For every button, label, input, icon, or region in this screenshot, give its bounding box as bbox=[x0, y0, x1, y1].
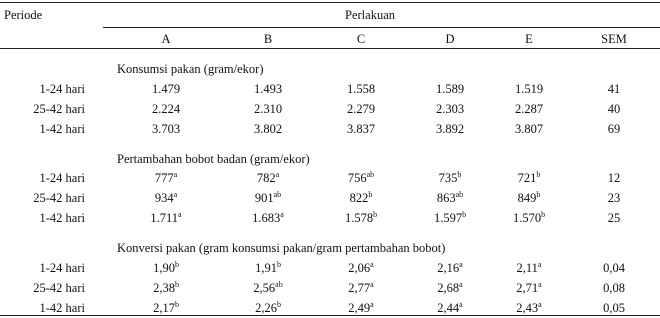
value-cell bbox=[347, 82, 375, 96]
cell-value: 2.303 bbox=[435, 102, 465, 116]
cell-value: 2,44 bbox=[437, 301, 460, 315]
significance-letter: a bbox=[178, 210, 182, 219]
significance-letter: a bbox=[370, 260, 374, 269]
significance-letter: ab bbox=[273, 190, 282, 199]
value-cell bbox=[434, 211, 466, 225]
column-header-b: B bbox=[263, 32, 273, 46]
cell-value: 863 bbox=[436, 191, 456, 205]
value-cell bbox=[253, 281, 282, 295]
cell-value: 1.558 bbox=[346, 82, 376, 96]
significance-letter: ab bbox=[455, 190, 464, 199]
value-cell bbox=[152, 82, 180, 96]
cell-value: 849 bbox=[517, 191, 537, 205]
value-cell bbox=[348, 261, 373, 275]
value-cell bbox=[255, 301, 281, 315]
period-label: 25-42 hari bbox=[33, 281, 85, 295]
significance-letter: ab bbox=[275, 280, 283, 289]
value-cell bbox=[437, 281, 462, 295]
value-cell bbox=[153, 261, 179, 275]
significance-letter: a bbox=[173, 170, 178, 179]
value-cell bbox=[348, 171, 374, 185]
significance-letter: b bbox=[276, 260, 281, 269]
table-bottom-rule bbox=[0, 315, 660, 316]
significance-letter: b bbox=[536, 170, 541, 179]
value-cell bbox=[150, 211, 181, 225]
value-cell bbox=[518, 191, 541, 205]
value-cell bbox=[152, 102, 180, 116]
significance-letter: b bbox=[373, 210, 378, 219]
cell-value: 1,90 bbox=[153, 261, 175, 275]
cell-value: 3.807 bbox=[514, 122, 544, 136]
column-header-sem: SEM bbox=[601, 32, 627, 46]
cell-value: 1.683 bbox=[252, 211, 281, 225]
cell-value: 2,38 bbox=[153, 281, 175, 295]
sem-cell: 0,05 bbox=[603, 301, 625, 315]
cell-value: 1.570 bbox=[512, 211, 542, 225]
sem-cell: 41 bbox=[607, 82, 621, 96]
cell-value: 2.287 bbox=[514, 102, 544, 116]
section-title: Konsumsi pakan (gram/ekor) bbox=[117, 62, 264, 76]
significance-letter: b bbox=[462, 210, 467, 219]
table-columns-rule bbox=[0, 48, 660, 49]
significance-letter: b bbox=[276, 300, 281, 309]
value-cell bbox=[513, 211, 545, 225]
cell-value: 2,71 bbox=[516, 281, 539, 295]
cell-value: 782 bbox=[256, 171, 276, 185]
significance-letter: b bbox=[174, 280, 179, 289]
period-label: 1-24 hari bbox=[39, 171, 85, 185]
sem-cell: 0,04 bbox=[603, 261, 625, 275]
significance-letter: a bbox=[538, 300, 542, 309]
sem-cell: 40 bbox=[607, 102, 621, 116]
significance-letter: b bbox=[541, 210, 546, 219]
cell-value: 2,16 bbox=[437, 261, 460, 275]
period-label: 1-42 hari bbox=[39, 301, 85, 315]
value-cell bbox=[153, 301, 179, 315]
cell-value: 2.310 bbox=[253, 102, 283, 116]
value-cell bbox=[345, 211, 377, 225]
value-cell bbox=[155, 171, 177, 185]
cell-value: 2,06 bbox=[348, 261, 371, 275]
cell-value: 3.892 bbox=[435, 122, 465, 136]
cell-value: 2,17 bbox=[153, 301, 175, 315]
significance-letter: a bbox=[459, 260, 463, 269]
period-label: 1-24 hari bbox=[39, 261, 85, 275]
significance-letter: a bbox=[370, 300, 374, 309]
significance-letter: a bbox=[370, 280, 374, 289]
column-header-e: E bbox=[525, 32, 533, 46]
significance-letter: a bbox=[173, 190, 178, 199]
significance-letter: b bbox=[174, 300, 179, 309]
column-header-c: C bbox=[356, 32, 366, 46]
cell-value: 1.589 bbox=[435, 82, 465, 96]
value-cell bbox=[515, 122, 543, 136]
cell-value: 901 bbox=[254, 191, 274, 205]
value-cell bbox=[255, 261, 281, 275]
period-label: 1-24 hari bbox=[39, 82, 85, 96]
value-cell bbox=[255, 191, 281, 205]
significance-letter: a bbox=[459, 280, 463, 289]
value-cell bbox=[348, 281, 373, 295]
value-cell bbox=[515, 102, 543, 116]
cell-value: 1.578 bbox=[344, 211, 374, 225]
value-cell bbox=[518, 171, 541, 185]
sem-cell: 0,08 bbox=[603, 281, 625, 295]
significance-letter: a bbox=[459, 300, 463, 309]
cell-value: 1.597 bbox=[433, 211, 463, 225]
cell-value: 777 bbox=[154, 171, 174, 185]
value-cell bbox=[437, 261, 462, 275]
significance-letter: a bbox=[537, 260, 542, 269]
significance-letter: ab bbox=[366, 170, 375, 179]
column-header-d: D bbox=[445, 32, 455, 46]
significance-letter: b bbox=[368, 190, 373, 199]
table-top-rule bbox=[0, 2, 660, 3]
value-cell bbox=[254, 102, 282, 116]
value-cell bbox=[348, 301, 373, 315]
cell-value: 2,43 bbox=[516, 301, 539, 315]
cell-value: 2,26 bbox=[255, 301, 277, 315]
cell-value: 934 bbox=[154, 191, 174, 205]
period-label: 1-42 hari bbox=[39, 211, 85, 225]
perlakuan-header: Perlakuan bbox=[345, 8, 395, 22]
cell-value: 1.519 bbox=[514, 82, 544, 96]
significance-letter: a bbox=[538, 280, 542, 289]
cell-value: 2.279 bbox=[346, 102, 376, 116]
cell-value: 1,91 bbox=[255, 261, 277, 275]
significance-letter: b bbox=[536, 190, 541, 199]
table-header-rule bbox=[103, 27, 660, 28]
value-cell bbox=[436, 82, 464, 96]
cell-value: 721 bbox=[517, 171, 537, 185]
value-cell bbox=[517, 261, 542, 275]
periode-header: Periode bbox=[4, 8, 43, 22]
section-title: Konversi pakan (gram konsumsi pakan/gram pertambahan bobot) bbox=[117, 241, 446, 255]
value-cell bbox=[257, 171, 279, 185]
value-cell bbox=[254, 122, 282, 136]
value-cell bbox=[347, 102, 375, 116]
cell-value: 2,68 bbox=[437, 281, 460, 295]
value-cell bbox=[155, 191, 177, 205]
value-cell bbox=[152, 122, 180, 136]
value-cell bbox=[436, 122, 464, 136]
value-cell bbox=[350, 191, 373, 205]
cell-value: 1.479 bbox=[151, 82, 181, 96]
value-cell bbox=[254, 82, 282, 96]
cell-value: 2.224 bbox=[151, 102, 181, 116]
value-cell bbox=[347, 122, 375, 136]
value-cell bbox=[437, 301, 462, 315]
period-label: 25-42 hari bbox=[33, 102, 85, 116]
period-label: 25-42 hari bbox=[33, 191, 85, 205]
section-title: Pertambahan bobot badan (gram/ekor) bbox=[117, 152, 310, 166]
cell-value: 735 bbox=[438, 171, 458, 185]
cell-value: 756 bbox=[347, 171, 367, 185]
value-cell bbox=[515, 82, 543, 96]
cell-value: 1.493 bbox=[253, 82, 283, 96]
sem-cell: 25 bbox=[607, 211, 621, 225]
sem-cell: 69 bbox=[607, 122, 621, 136]
value-cell bbox=[437, 191, 463, 205]
significance-letter: b bbox=[457, 170, 462, 179]
significance-letter: a bbox=[275, 170, 280, 179]
cell-value: 3.837 bbox=[346, 122, 376, 136]
cell-value: 3.703 bbox=[151, 122, 181, 136]
significance-letter: b bbox=[174, 260, 179, 269]
value-cell bbox=[153, 281, 179, 295]
value-cell bbox=[252, 211, 284, 225]
value-cell bbox=[516, 281, 541, 295]
cell-value: 2,56 bbox=[253, 281, 276, 295]
cell-value: 1.711 bbox=[150, 211, 179, 225]
cell-value: 822 bbox=[349, 191, 369, 205]
cell-value: 2,49 bbox=[348, 301, 371, 315]
cell-value: 2,77 bbox=[348, 281, 371, 295]
cell-value: 3.802 bbox=[253, 122, 283, 136]
value-cell bbox=[439, 171, 462, 185]
value-cell bbox=[436, 102, 464, 116]
period-label: 1-42 hari bbox=[39, 122, 85, 136]
column-header-a: A bbox=[161, 32, 171, 46]
value-cell bbox=[516, 301, 541, 315]
sem-cell: 23 bbox=[607, 191, 621, 205]
sem-cell: 12 bbox=[607, 171, 621, 185]
cell-value: 2,11 bbox=[516, 261, 538, 275]
significance-letter: a bbox=[280, 210, 284, 219]
